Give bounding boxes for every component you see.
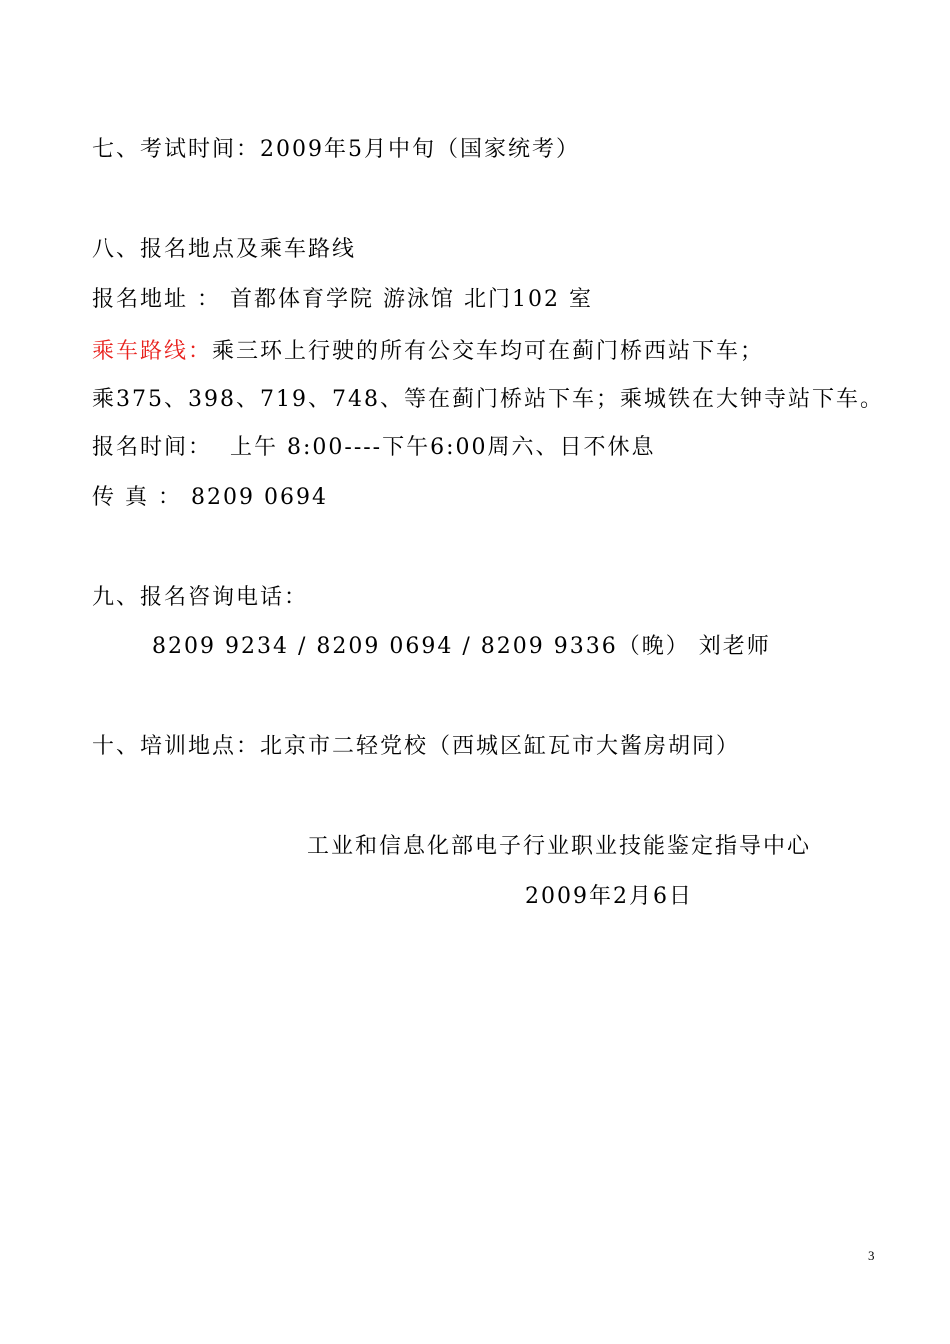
issue-date: 2009年2月6日	[525, 884, 693, 909]
issuer-signature: 工业和信息化部电子行业职业技能鉴定指导中心	[307, 834, 812, 859]
phone-numbers: 8209 9234 / 8209 0694 / 8209 9336（晚） 刘老师	[152, 634, 771, 659]
phone-heading: 九、报名咨询电话：	[92, 585, 309, 610]
training-location: 十、培训地点：北京市二轻党校（西城区缸瓦市大酱房胡同）	[92, 734, 741, 759]
registration-heading: 八、报名地点及乘车路线	[92, 237, 357, 262]
exam-time-text: 七、考试时间：2009年5月中旬（国家统考）	[92, 137, 580, 162]
fax-number: 传 真 ： 8209 0694	[92, 485, 328, 510]
route-line-1-text: 乘三环上行驶的所有公交车均可在蓟门桥西站下车；	[212, 339, 765, 364]
page-number: 3	[868, 1248, 875, 1263]
route-line-2: 乘375、398、719、748、等在蓟门桥站下车；乘城铁在大钟寺站下车。	[92, 387, 884, 412]
registration-hours: 报名时间： 上午 8:00----下午6:00周六、日不休息	[92, 435, 656, 460]
route-line-1	[92, 337, 764, 367]
route-label: 乘车路线：	[92, 339, 213, 364]
registration-address: 报名地址 ： 首都体育学院 游泳馆 北门102 室	[92, 287, 593, 312]
